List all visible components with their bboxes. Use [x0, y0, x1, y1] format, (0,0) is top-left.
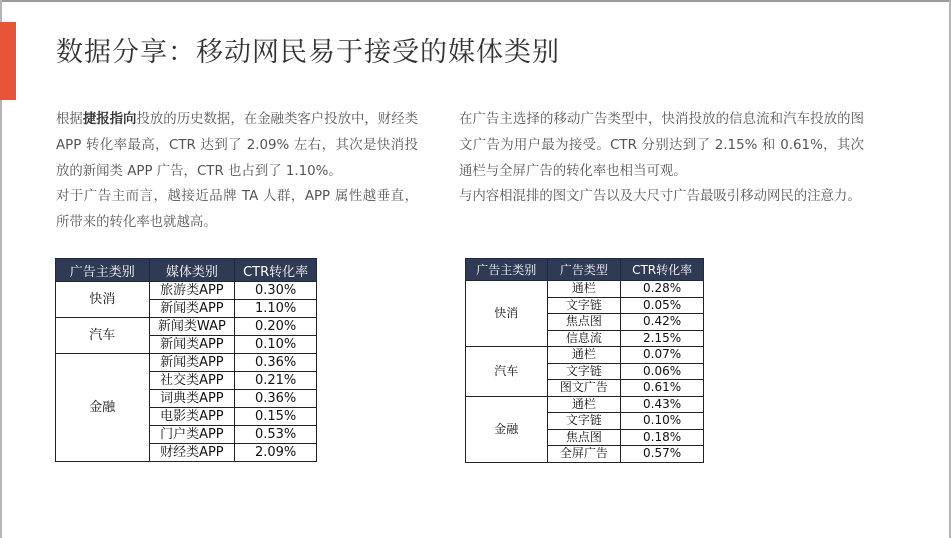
type-cell: 通栏 [547, 396, 621, 413]
ctr-cell: 0.30% [235, 282, 317, 300]
type-cell: 文字链 [547, 413, 621, 430]
slide-top-border [0, 0, 951, 2]
right-paragraph [459, 107, 864, 210]
type-cell: 新闻类APP [149, 354, 235, 372]
column-header-advertiser: 广告主类别 [466, 259, 548, 281]
ctr-cell: 0.57% [621, 446, 704, 463]
ctr-cell: 2.09% [235, 444, 317, 462]
ctr-cell: 2.15% [621, 330, 704, 347]
left-paragraph-line2: 对于广告主而言，越接近品牌 TA 人群，APP 属性越垂直，所带来的转化率也就越高。 [56, 189, 418, 231]
type-cell: 旅游类APP [149, 282, 235, 300]
ctr-cell: 0.36% [235, 354, 317, 372]
title-accent-bar [0, 22, 16, 100]
ctr-cell: 0.06% [621, 363, 704, 380]
table-row [56, 282, 317, 300]
ctr-cell: 0.18% [621, 429, 704, 446]
left-paragraph-bold: 捷报指向 [82, 112, 137, 127]
type-cell: 门户类APP [149, 426, 235, 444]
type-cell: 财经类APP [149, 444, 235, 462]
ctr-cell: 1.10% [235, 300, 317, 318]
ctr-cell: 0.21% [235, 372, 317, 390]
ctr-cell: 0.20% [235, 318, 317, 336]
table-header-row [56, 259, 317, 282]
ctr-cell: 0.28% [621, 281, 704, 298]
category-cell: 汽车 [56, 318, 150, 354]
type-cell: 新闻类WAP [149, 318, 235, 336]
ctr-cell: 0.15% [235, 408, 317, 426]
type-cell: 通栏 [547, 281, 621, 298]
right-paragraph-line2: 与内容相混排的图文广告以及大尺寸广告最吸引移动网民的注意力。 [459, 189, 861, 205]
category-cell: 快消 [466, 281, 548, 347]
column-header-advertiser: 广告主类别 [56, 259, 150, 282]
type-cell: 焦点图 [547, 314, 621, 331]
type-cell: 通栏 [547, 347, 621, 364]
type-cell: 新闻类APP [149, 336, 235, 354]
left-paragraph [56, 107, 418, 236]
type-cell: 焦点图 [547, 429, 621, 446]
ctr-cell: 0.61% [621, 380, 704, 397]
category-cell: 汽车 [466, 347, 548, 397]
ctr-cell: 0.07% [621, 347, 704, 364]
table-row [56, 318, 317, 336]
media-ctr-table [55, 258, 317, 462]
type-cell: 全屏广告 [547, 446, 621, 463]
category-cell: 金融 [56, 354, 150, 462]
ctr-cell: 0.53% [235, 426, 317, 444]
column-header-ctr: CTR转化率 [235, 259, 317, 282]
ctr-cell: 0.36% [235, 390, 317, 408]
column-header-ad-type: 广告类型 [547, 259, 621, 281]
left-paragraph-line1: 投放的历史数据，在金融类客户投放中，财经类 APP 转化率最高，CTR 达到了 2.09% 左右，其次是快消投放的新闻类 APP 广告，CTR 也占到了 1.10%。 [56, 112, 419, 179]
column-header-ctr: CTR转化率 [621, 259, 704, 281]
table-header-row [466, 259, 704, 281]
ctr-cell: 0.10% [235, 336, 317, 354]
table-row [466, 396, 704, 413]
type-cell: 词典类APP [149, 390, 235, 408]
left-paragraph-intro: 根据 [56, 112, 83, 127]
category-cell: 快消 [56, 282, 150, 318]
type-cell: 文字链 [547, 297, 621, 314]
type-cell: 新闻类APP [149, 300, 235, 318]
slide-title: 数据分享：移动网民易于接受的媒体类别 [56, 37, 560, 68]
type-cell: 图文广告 [547, 380, 621, 397]
ctr-cell: 0.43% [621, 396, 704, 413]
type-cell: 电影类APP [149, 408, 235, 426]
category-cell: 金融 [466, 396, 548, 462]
table-row [466, 347, 704, 364]
right-paragraph-line1: 在广告主选择的移动广告类型中，快消投放的信息流和汽车投放的图文广告为用户最为接受。CTR 分别达到了 2.15% 和 0.61%，其次通栏与全屏广告的转化率也相当可观。 [459, 112, 864, 179]
ctr-cell: 0.10% [621, 413, 704, 430]
type-cell: 社交类APP [149, 372, 235, 390]
type-cell: 文字链 [547, 363, 621, 380]
ctr-cell: 0.42% [621, 314, 704, 331]
table-row [56, 354, 317, 372]
ctr-cell: 0.05% [621, 297, 704, 314]
ad-type-ctr-table [465, 258, 704, 463]
type-cell: 信息流 [547, 330, 621, 347]
table-row [466, 281, 704, 298]
column-header-media: 媒体类别 [149, 259, 235, 282]
